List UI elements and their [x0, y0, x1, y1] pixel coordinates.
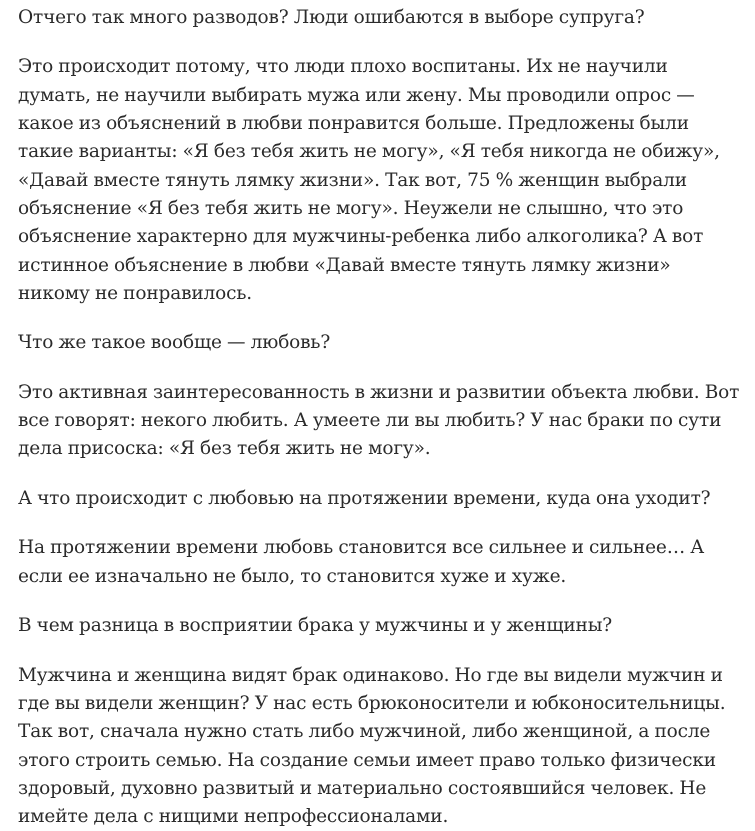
answer-love-definition: Это активная заинтересованность в жизни и развитии объекта любви. Вот все говорят: некого любить. А умеете ли вы любить? У нас браки по сути дела присоска: «Я без тебя жить не могу». [18, 381, 740, 460]
answer-marriage-perception: Мужчина и женщина видят брак одинаково. Но где вы видели мужчин и где вы видели женщин? У нас есть брюконосители и юбконосительницы. Так вот, сначала нужно стать либо мужчиной, либо женщиной, а после этого строить семью. На создание семьи имеет право только физически здоровый, духовно развитый и материально состоявшийся человек. Не имейте дела с нищими непрофессионалами. [18, 664, 726, 828]
answer-upbringing: Это происходит потому, что люди плохо воспитаны. Их не научили думать, не научили выбирать мужа или жену. Мы проводили опрос — какое из объяснений в любви понравится больше. Предложены были такие варианты: «Я без тебя жить не могу», «Я тебя никогда не обижу», «Давай вместе тянуть лямку жизни». Так вот, 75 % женщин выбрали объяснение «Я без тебя жить не могу». Неужели не слышно, что это объяснение характерно для мужчины-ребенка либо алкоголика? А вот истинное объяснение в любви «Давай вместе тянуть лямку жизни» никому не понравилось. [18, 56, 720, 304]
answer-love-over-time: На протяжении времени любовь становится все сильнее и сильнее… А если ее изначально не было, то становится хуже и хуже. [18, 537, 705, 587]
question-love-over-time: А что происходит с любовью на протяжении времени, куда она уходит? [18, 487, 711, 509]
question-marriage-perception: В чем разница в восприятии брака у мужчины и у женщины? [18, 615, 613, 637]
question-what-is-love: Что же такое вообще — любовь? [18, 332, 331, 354]
question-divorces: Отчего так много разводов? Люди ошибаются в выборе супруга? [18, 7, 645, 28]
